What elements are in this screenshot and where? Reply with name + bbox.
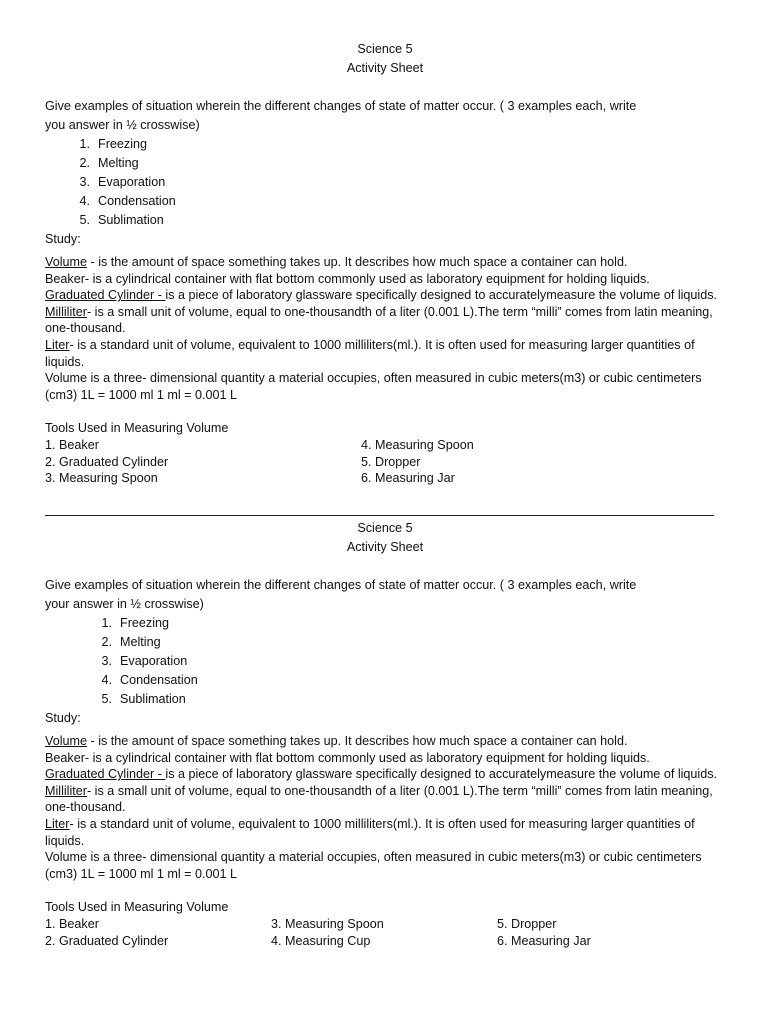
list-number: 1. <box>79 137 90 151</box>
tool-item: 4. Measuring Cup <box>271 933 371 948</box>
definition-volume-3d: Volume is a three- dimensional quantity a material occupies, often measured in cubic meters(m3) or cubic centimeters (cm3) 1L = 1000 ml 1 ml = 0.001 L <box>45 850 702 881</box>
tool-item: 2. Graduated Cylinder <box>45 454 169 469</box>
tool-item: 3. Measuring Spoon <box>45 471 158 486</box>
term: Liter <box>45 816 70 831</box>
subject-heading: Science 5 <box>357 521 413 535</box>
term: Volume <box>45 734 88 748</box>
tools-column <box>45 437 361 487</box>
sheet-title: Activity Sheet <box>346 61 424 75</box>
term: Milliliter <box>45 304 87 319</box>
definition-text: is a piece of laboratory glassware specifically designed to accuratelymeasure the volume of liquids. <box>165 288 718 303</box>
instruction <box>45 576 725 614</box>
definition-beaker: Beaker- is a cylindrical container with flat bottom commonly used as laboratory equipment for holding liquids. <box>45 750 650 765</box>
tool-item: 1. Beaker <box>45 437 99 452</box>
tools-list <box>45 916 725 949</box>
definitions <box>45 254 725 403</box>
definition-text: - is the amount of space something takes up. It describes how much space a container can hold. <box>87 255 628 269</box>
list-label: Evaporation <box>120 654 188 668</box>
tool-item: 2. Graduated Cylinder <box>45 933 169 948</box>
definition-volume-3d: Volume is a three- dimensional quantity a material occupies, often measured in cubic meters(m3) or cubic centimeters (cm3) 1L = 1000 ml 1 ml = 0.001 L <box>45 371 702 402</box>
list-item <box>45 173 725 192</box>
list-number: 2. <box>101 635 112 649</box>
definition-text: - is the amount of space something takes up. It describes how much space a container can hold. <box>87 734 628 748</box>
list-number: 5. <box>101 692 112 706</box>
list-label: Condensation <box>120 673 198 687</box>
definition-liter <box>45 816 725 849</box>
instruction <box>45 97 725 135</box>
list-label: Freezing <box>98 137 147 151</box>
tool-item: 1. Beaker <box>45 916 99 931</box>
list-label: Sublimation <box>120 692 186 706</box>
tool-item: 6. Measuring Jar <box>361 471 455 486</box>
tools-title: Tools Used in Measuring Volume <box>45 421 229 436</box>
activity-sheet-2 <box>45 519 725 949</box>
list-number: 2. <box>79 156 90 170</box>
cut-line-divider <box>45 515 714 516</box>
list-item <box>45 652 725 671</box>
tools-list <box>45 437 725 487</box>
tools-column <box>271 916 497 949</box>
list-label: Melting <box>98 156 139 170</box>
list-number: 3. <box>101 654 112 668</box>
term: Volume <box>45 255 88 269</box>
list-number: 5. <box>79 213 90 227</box>
definition-text: - is a standard unit of volume, equivalent to 1000 milliliters(ml.). It is often used for measuring larger quantities of liquids. <box>45 337 695 369</box>
definition-text: - is a standard unit of volume, equivalent to 1000 milliliters(ml.). It is often used for measuring larger quantities of liquids. <box>45 816 695 848</box>
definition-text: - is a small unit of volume, equal to one-thousandth of a liter (0.001 L).The term “milli” comes from latin meaning, one-thousand. <box>45 783 713 815</box>
list-number: 1. <box>101 616 112 630</box>
list-label: Condensation <box>98 194 176 208</box>
term: Milliliter <box>45 783 87 798</box>
instruction-line: you answer in ½ crosswise) <box>45 118 200 132</box>
tool-item: 4. Measuring Spoon <box>361 437 474 452</box>
list-number: 4. <box>79 194 90 208</box>
states-list <box>45 135 725 230</box>
definition-text: - is a small unit of volume, equal to one-thousandth of a liter (0.001 L).The term “milli” comes from latin meaning, one-thousand. <box>45 304 713 336</box>
activity-sheet-1 <box>45 40 725 487</box>
term: Liter <box>45 337 70 352</box>
tools-column <box>497 916 591 949</box>
sheet-title: Activity Sheet <box>346 540 424 554</box>
study-label: Study: <box>45 232 81 246</box>
definition-beaker: Beaker- is a cylindrical container with flat bottom commonly used as laboratory equipment for holding liquids. <box>45 271 650 286</box>
definition-graduated-cylinder <box>45 766 725 783</box>
definition-liter <box>45 337 725 370</box>
term: Graduated Cylinder - <box>45 288 166 303</box>
tool-item: 5. Dropper <box>361 454 421 469</box>
list-item <box>45 671 725 690</box>
definition-milliliter <box>45 304 725 337</box>
list-item <box>45 135 725 154</box>
list-item <box>45 690 725 709</box>
list-item <box>45 614 725 633</box>
definitions <box>45 733 725 882</box>
tool-item: 6. Measuring Jar <box>497 933 591 948</box>
list-label: Melting <box>120 635 161 649</box>
subject-heading: Science 5 <box>357 42 413 56</box>
tools-column <box>45 916 271 949</box>
definition-volume <box>45 254 725 271</box>
instruction-line: Give examples of situation wherein the different changes of state of matter occur. ( 3 examples each, write <box>45 99 637 113</box>
list-label: Sublimation <box>98 213 164 227</box>
list-label: Evaporation <box>98 175 166 189</box>
list-label: Freezing <box>120 616 169 630</box>
term: Graduated Cylinder - <box>45 767 166 782</box>
list-number: 4. <box>101 673 112 687</box>
tools-column <box>361 437 474 487</box>
list-number: 3. <box>79 175 90 189</box>
states-list <box>45 614 725 709</box>
list-item <box>45 192 725 211</box>
list-item <box>45 633 725 652</box>
list-item <box>45 211 725 230</box>
definition-volume <box>45 733 725 750</box>
tools-title: Tools Used in Measuring Volume <box>45 900 229 915</box>
instruction-line: Give examples of situation wherein the different changes of state of matter occur. ( 3 examples each, write <box>45 578 637 592</box>
definition-milliliter <box>45 783 725 816</box>
definition-text: is a piece of laboratory glassware specifically designed to accuratelymeasure the volume of liquids. <box>165 767 718 782</box>
study-label: Study: <box>45 711 81 725</box>
tool-item: 3. Measuring Spoon <box>271 916 384 931</box>
list-item <box>45 154 725 173</box>
instruction-line: your answer in ½ crosswise) <box>45 597 204 611</box>
definition-graduated-cylinder <box>45 287 725 304</box>
tool-item: 5. Dropper <box>497 916 557 931</box>
